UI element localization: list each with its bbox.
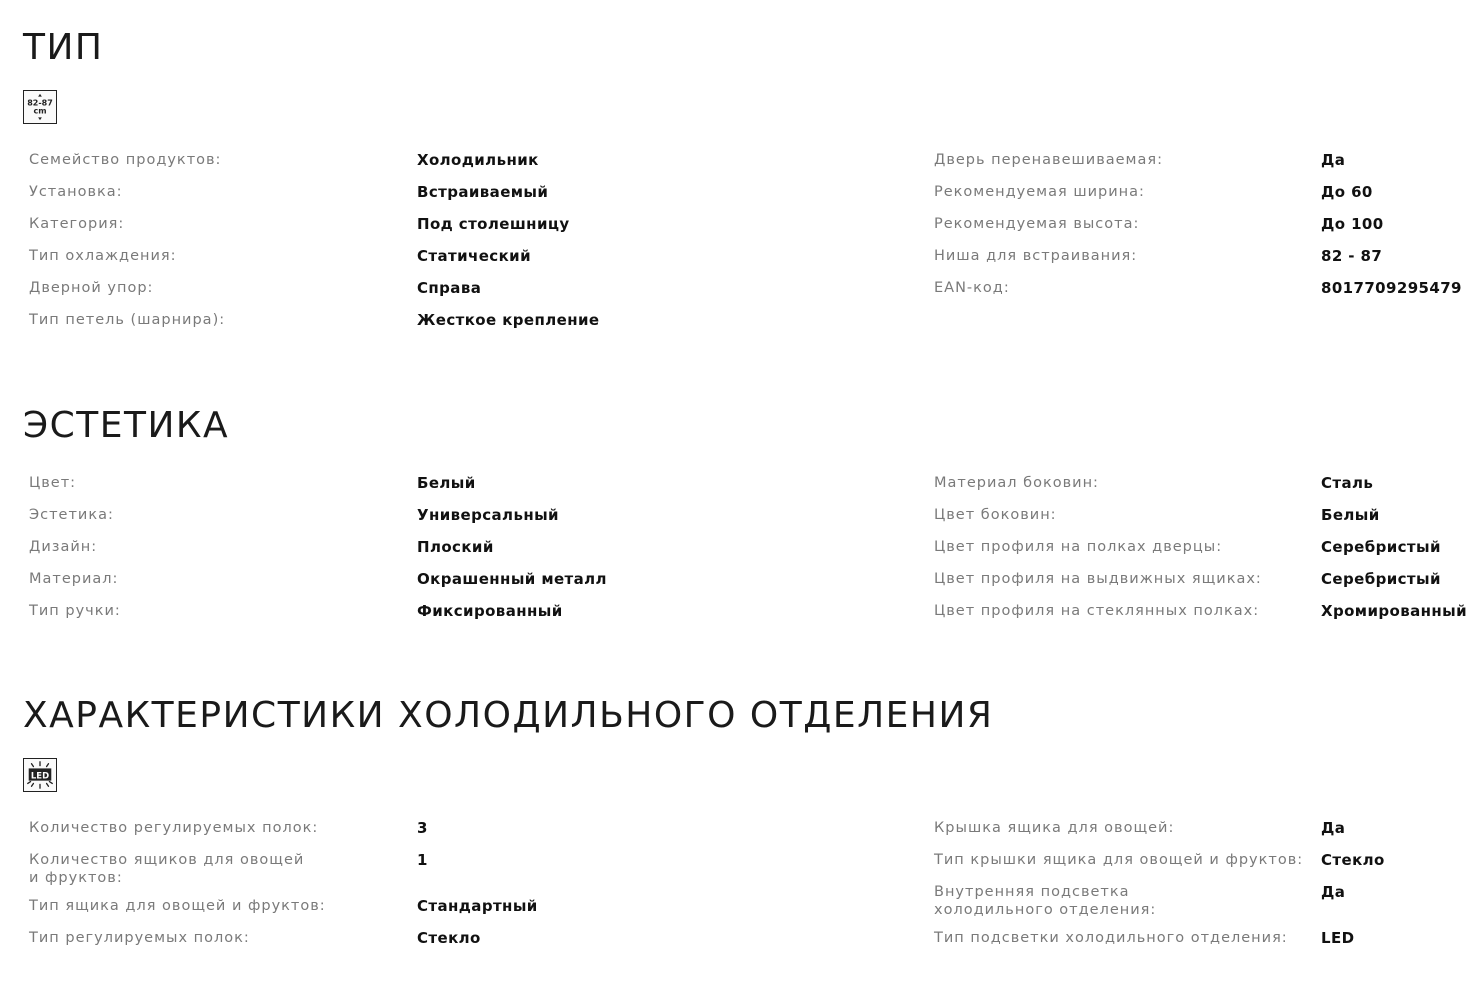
spec-row [934, 929, 1385, 947]
spec-value: Да [1321, 819, 1346, 837]
spec-label: Крышка ящика для овощей: [934, 820, 1175, 836]
spec-label: Тип охлаждения: [29, 248, 177, 264]
spec-label: Количество ящиков для овощей и фруктов: [29, 852, 305, 886]
spec-value: Холодильник [417, 151, 539, 169]
spec-value: Под столешницу [417, 215, 570, 233]
spec-value: LED [1321, 929, 1355, 947]
type-specs-left [29, 151, 599, 343]
spec-value: 8017709295479 [1321, 279, 1462, 297]
spec-row [934, 247, 1462, 265]
section-title-type: ТИП [23, 27, 104, 68]
spec-row [934, 570, 1467, 588]
type-specs-right [934, 151, 1462, 311]
spec-label: Цвет профиля на выдвижных ящиках: [934, 571, 1262, 587]
spec-row [29, 538, 607, 556]
spec-row [29, 819, 538, 837]
spec-value: Серебристый [1321, 570, 1441, 588]
spec-label: Тип крышки ящика для овощей и фруктов: [934, 852, 1304, 868]
spec-row [934, 474, 1467, 492]
spec-value: Хромированный [1321, 602, 1468, 620]
spec-label: Семейство продуктов: [29, 152, 222, 168]
spec-label: Рекомендуемая высота: [934, 216, 1140, 232]
spec-row [29, 851, 538, 887]
spec-value: Да [1321, 883, 1346, 901]
spec-row [934, 602, 1467, 620]
spec-value: До 100 [1321, 215, 1384, 233]
spec-row [934, 183, 1462, 201]
spec-value: Жесткое крепление [417, 311, 600, 329]
spec-label: Установка: [29, 184, 123, 200]
spec-label: Цвет профиля на полках дверцы: [934, 539, 1223, 555]
spec-row [934, 851, 1385, 869]
spec-value: Стекло [1321, 851, 1385, 869]
spec-label: Тип регулируемых полок: [29, 930, 250, 946]
spec-label: Тип ручки: [29, 603, 121, 619]
led-light-icon [23, 758, 57, 792]
spec-row [29, 311, 599, 329]
spec-label: Материал боковин: [934, 475, 1099, 491]
spec-value: Стандартный [417, 897, 538, 915]
spec-row [29, 929, 538, 947]
spec-label: Тип ящика для овощей и фруктов: [29, 898, 326, 914]
section-title-fridge: ХАРАКТЕРИСТИКИ ХОЛОДИЛЬНОГО ОТДЕЛЕНИЯ [23, 695, 994, 736]
spec-row [934, 215, 1462, 233]
spec-row [29, 897, 538, 915]
spec-value: Белый [1321, 506, 1380, 524]
spec-label: Дизайн: [29, 539, 98, 555]
spec-row [29, 215, 599, 233]
spec-label: Тип петель (шарнира): [29, 312, 226, 328]
spec-row [934, 151, 1462, 169]
spec-row [934, 506, 1467, 524]
fridge-specs-left [29, 819, 538, 961]
spec-label: Категория: [29, 216, 125, 232]
spec-value: Окрашенный металл [417, 570, 607, 588]
spec-value: Универсальный [417, 506, 559, 524]
spec-label: Рекомендуемая ширина: [934, 184, 1145, 200]
spec-row [29, 183, 599, 201]
niche-height-icon [23, 90, 57, 124]
spec-value: Встраиваемый [417, 183, 549, 201]
spec-label: Материал: [29, 571, 119, 587]
spec-value: Плоский [417, 538, 494, 556]
niche-icon-unit-text: cm [33, 106, 47, 116]
spec-label: Ниша для встраивания: [934, 248, 1138, 264]
spec-label: Тип подсветки холодильного отделения: [934, 930, 1288, 946]
spec-value: 82 - 87 [1321, 247, 1383, 265]
spec-value: 3 [417, 819, 428, 837]
section-title-aesthetics: ЭСТЕТИКА [23, 405, 230, 446]
led-icon-text: LED [30, 770, 50, 781]
spec-row [934, 819, 1385, 837]
fridge-specs-right [934, 819, 1385, 961]
spec-row [29, 247, 599, 265]
spec-value: Стекло [417, 929, 481, 947]
spec-row [29, 506, 607, 524]
spec-value: Фиксированный [417, 602, 563, 620]
spec-row [29, 151, 599, 169]
spec-label: Количество регулируемых полок: [29, 820, 319, 836]
spec-value: Справа [417, 279, 482, 297]
spec-value: Серебристый [1321, 538, 1441, 556]
niche-icon-range-text: 82-87 [27, 98, 53, 108]
spec-row [934, 279, 1462, 297]
spec-label: EAN-код: [934, 280, 1010, 296]
aesthetics-specs-right [934, 474, 1467, 634]
spec-row [29, 474, 607, 492]
spec-label: Цвет профиля на стеклянных полках: [934, 603, 1260, 619]
spec-label: Цвет боковин: [934, 507, 1057, 523]
aesthetics-specs-left [29, 474, 607, 634]
spec-label: Внутренняя подсветка холодильного отделения: [934, 884, 1157, 918]
spec-label: Дверь перенавешиваемая: [934, 152, 1163, 168]
spec-value: Белый [417, 474, 476, 492]
spec-value: 1 [417, 851, 428, 869]
spec-row [29, 570, 607, 588]
spec-row [29, 602, 607, 620]
spec-value: Сталь [1321, 474, 1374, 492]
spec-value: До 60 [1321, 183, 1373, 201]
spec-label: Цвет: [29, 475, 77, 491]
spec-row [934, 883, 1385, 919]
spec-row [29, 279, 599, 297]
spec-value: Статический [417, 247, 531, 265]
spec-label: Эстетика: [29, 507, 114, 523]
spec-row [934, 538, 1467, 556]
spec-label: Дверной упор: [29, 280, 154, 296]
spec-value: Да [1321, 151, 1346, 169]
